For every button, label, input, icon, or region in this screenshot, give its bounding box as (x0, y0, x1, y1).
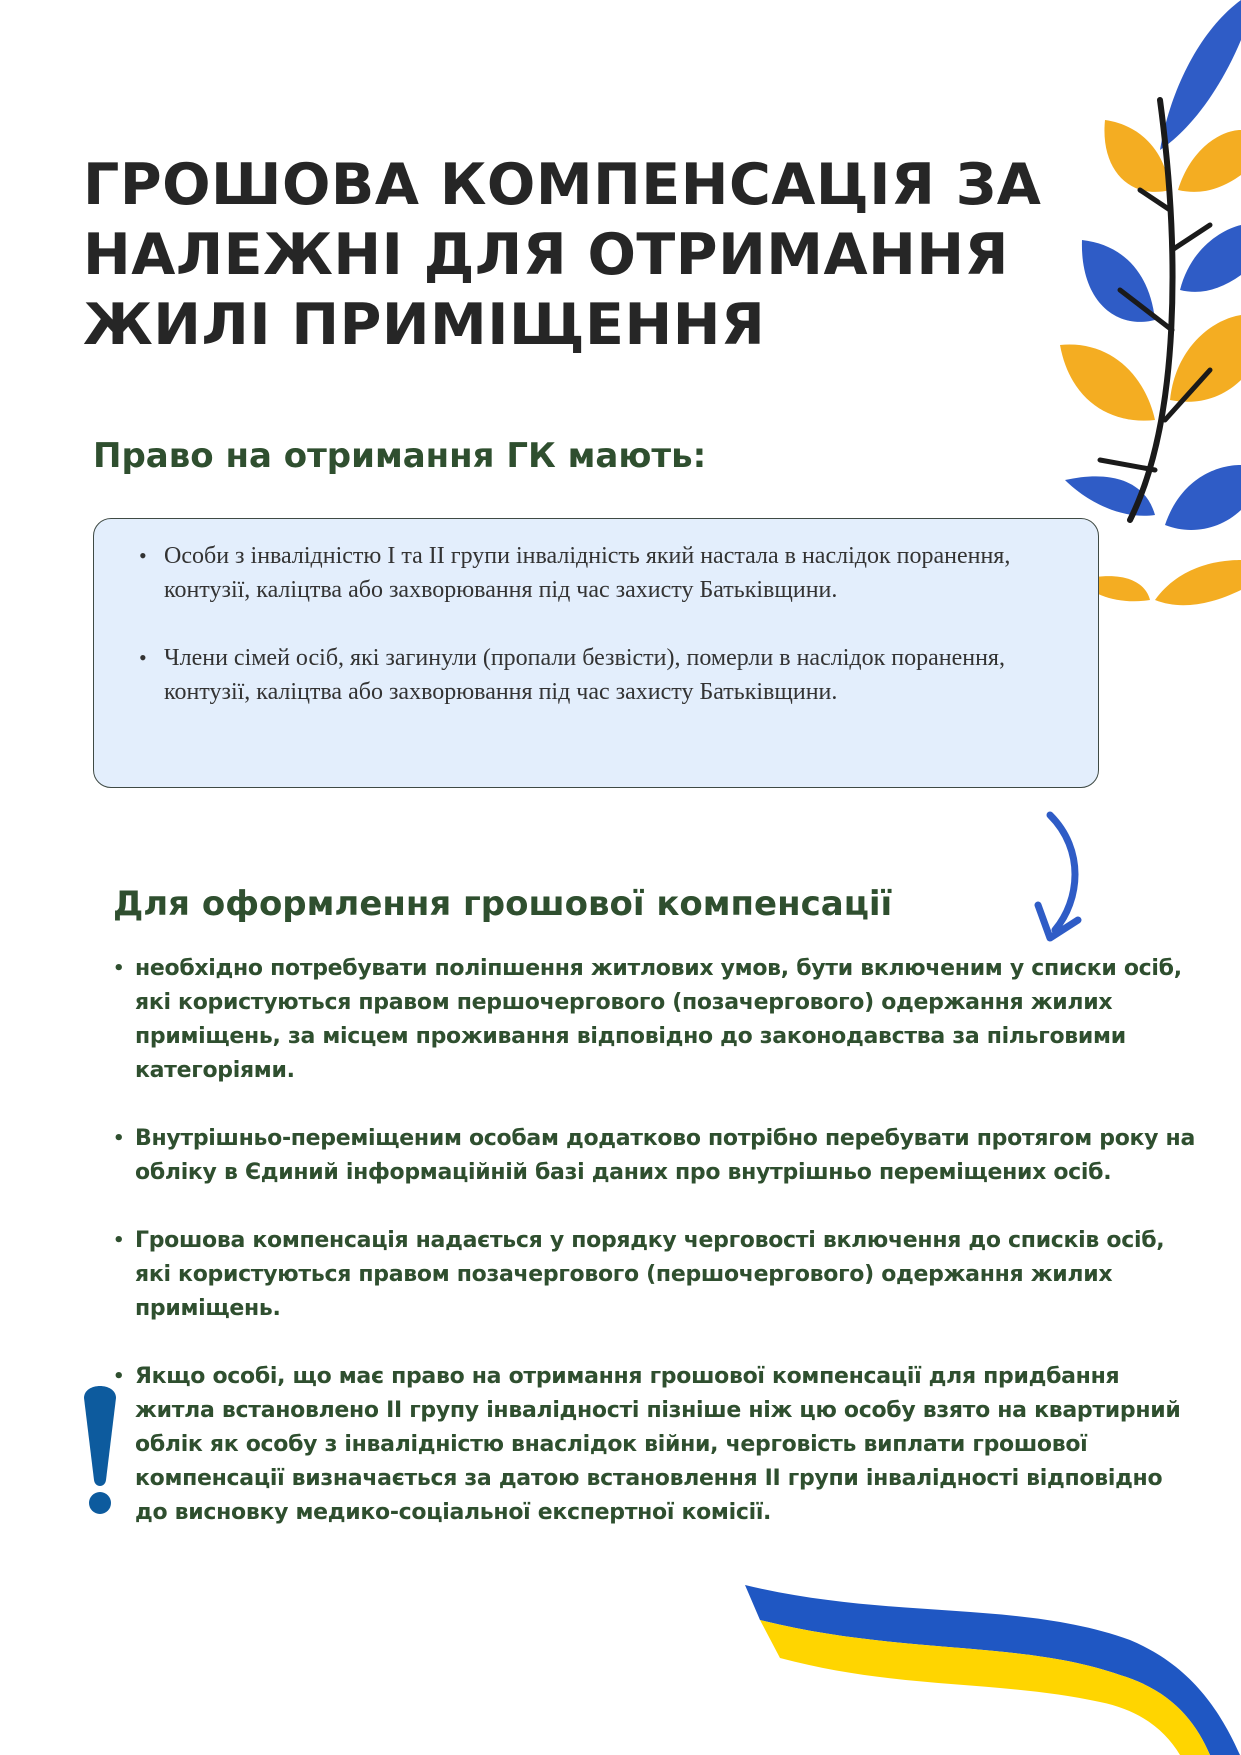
arrow-down-icon (1030, 810, 1090, 945)
ukraine-flag-ribbon-icon (740, 1580, 1241, 1755)
eligibility-heading: Право на отримання ГК мають: (93, 436, 707, 476)
title-line-2: НАЛЕЖНІ ДЛЯ ОТРИМАННЯ (83, 222, 1009, 288)
list-item: • необхідно потребувати поліпшення житлових умов, бути включеним у списки осіб, які користуються правом першочергового (позачергового) одержання жилих приміщень, за місцем проживання відповідно до законодавства за пільговими категоріями. (135, 952, 1195, 1088)
list-item: • Особи з інвалідністю I та II групи інвалідність який настала в наслідок поранення, контузії, каліцтва або захворювання під час захисту Батьківщини. (164, 539, 1048, 607)
title-line-3: ЖИЛІ ПРИМІЩЕННЯ (83, 292, 766, 358)
page-title (83, 150, 1043, 360)
list-item: • Якщо особі, що має право на отримання грошової компенсації для придбання житла встановлено II групу інвалідності пізніше ніж цю особу взято на квартирний облік як особу з інвалідністю внаслідок війни, черговість виплати грошової компенсації визначається за датою встановлення II групи інвалідності відповідно до висновку медико-соціальної експертної комісії. (135, 1360, 1195, 1530)
eligibility-list (94, 519, 1098, 709)
title-line-1: ГРОШОВА КОМПЕНСАЦІЯ ЗА (83, 152, 1042, 218)
list-item: • Внутрішньо-переміщеним особам додатково потрібно перебувати протягом року на обліку в Єдиний інформаційній базі даних про внутрішньо переміщених осіб. (135, 1122, 1195, 1190)
list-item: • Грошова компенсація надається у порядку черговості включення до списків осіб, які користуються правом позачергового (першочергового) одержання жилих приміщень. (135, 1224, 1195, 1326)
requirements-list (135, 952, 1195, 1564)
list-item: • Члени сімей осіб, які загинули (пропали безвісти), померли в наслідок поранення, контузії, каліцтва або захворювання під час захисту Батьківщини. (164, 641, 1048, 709)
registration-heading: Для оформлення грошової компенсації (113, 884, 893, 924)
eligibility-box (93, 518, 1099, 788)
exclamation-icon (80, 1380, 120, 1515)
